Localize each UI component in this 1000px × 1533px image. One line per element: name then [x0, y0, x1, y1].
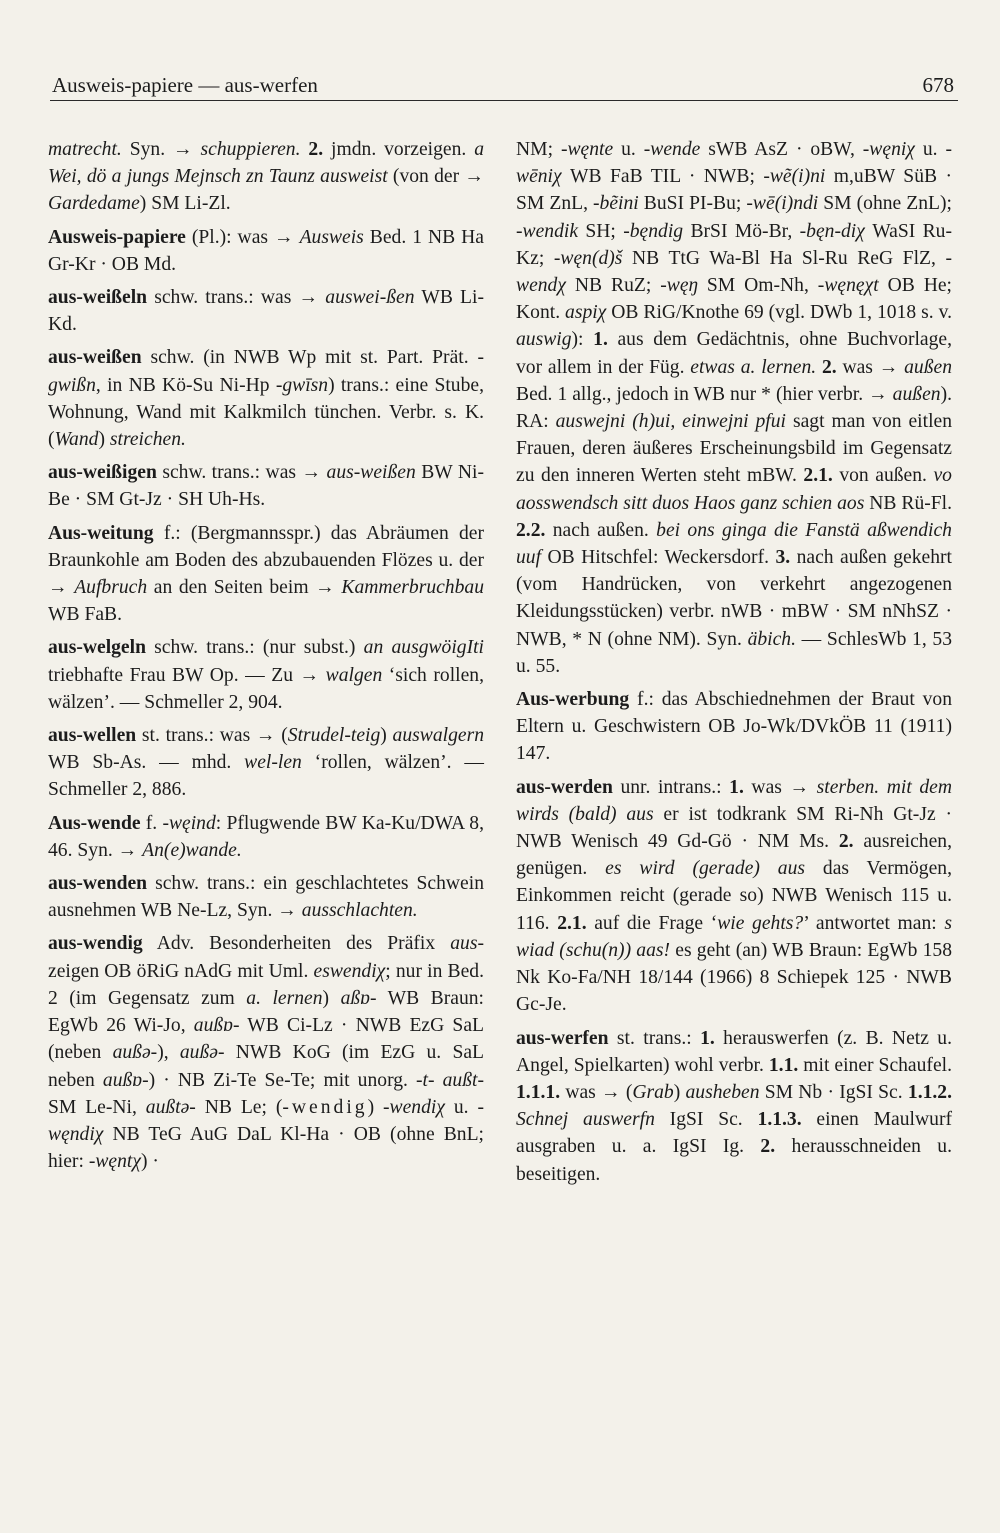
dictionary-entry: [48, 520, 484, 629]
dictionary-entry: [48, 870, 484, 924]
entry-body: st. trans.: was → (Strudel-teig) auswalgern WB Sb-As. — mhd. wel-len ‘rollen, wälzen’. — Schmeller 2, 886.: [48, 725, 484, 801]
dictionary-entry: [48, 136, 484, 218]
dictionary-entry: [516, 1025, 952, 1188]
running-head: [50, 70, 958, 101]
dictionary-entry: [48, 459, 484, 513]
dictionary-entry: [48, 344, 484, 453]
dictionary-entry: [48, 930, 484, 1175]
entry-lemma: aus-wendig: [48, 933, 143, 955]
dictionary-entry: [48, 224, 484, 278]
entry-lemma: aus-werfen: [516, 1027, 609, 1049]
entry-body: unr. intrans.: 1. was → sterben. mit dem wirds (bald) aus er ist todkrank SM Ri-Nh Gt-Jz · NWB Wenisch 49 Gd-Gö · NM Ms. 2. ausreichen, genügen. es wird (gerade) aus das Vermögen, Einkommen reicht (gerade so) NWB Wenisch 115 u. 116. 2.1. auf die Frage ‘wie gehts?’ antwortet man: s wiad (schu(n)) aas! es geht (an) WB Braun: EgWb 158 Nk Ko-Fa/NH 18/144 (1966) 8 Schiepek 125 · NWB Gc-Je.: [516, 776, 953, 1016]
entry-body: f.: das Abschiednehmen der Braut von Eltern u. Geschwistern OB Jo-Wk/DVkÖB 11 (1911) 147.: [516, 689, 952, 765]
entry-body: matrecht. Syn. → schuppieren. 2. jmdn. vorzeigen. a Wei, dö a jungs Mejnsch zn Taunz ausweist (von der → Gardedame) SM Li-Zl.: [48, 139, 484, 215]
dictionary-entry: [48, 810, 484, 864]
right-column: [516, 136, 952, 1194]
entry-body: NM; -węnte u. -wende sWB AsZ · oBW, -węniχ u. -wēniχ WB FaB TIL · NWB; -wẽ(i)ni m,uBW SüB · SM ZnL, -bẽini BuSI PI-Bu; -wē(i)ndi SM (ohne ZnL); -wendik SH; -bęndig BrSI Mö-Br, -bęn-diχ WaSI Ru-Kz; -węn(d)š NB TtG Wa-Bl Ha Sl-Ru ReG FlZ, -wendχ NB RuZ; -węŋ SM Om-Nh, -węnęχt OB He; Kont. aspiχ OB RiG/Knothe 69 (vgl. DWb 1, 1018 s. v. auswig): 1. aus dem Gedächtnis, ohne Buchvorlage, vor allem in der Füg. etwas a. lernen. 2. was → außen Bed. 1 allg., jedoch in WB nur * (hier verbr. → außen). RA: auswejni (h)ui, einwejni pfui sagt man von eitlen Frauen, deren äußeres Erscheinungsbild im Gegensatz zu den inneren Werten steht mBW. 2.1. von außen. vo aosswendsch sitt duos Haos ganz schien aos NB Rü-Fl. 2.2. nach außen. bei ons ginga die Fanstä aßwendich uuf OB Hitschfel: Weckersdorf. 3. nach außen gekehrt (vom Handrücken, von verkehrt angezogenen Kleidungsstücken) verbr. nWB · mBW · SM nNhSZ · NWB, * N (ohne NM). Syn. äbich. — SchlesWb 1, 53 u. 55.: [516, 139, 953, 677]
entry-lemma: aus-werden: [516, 776, 613, 798]
entry-lemma: aus-wellen: [48, 725, 137, 747]
page-number: 678: [922, 73, 954, 97]
entry-lemma: Aus-werbung: [516, 689, 630, 711]
entry-body: schw. trans.: was → auswei-ßen WB Li-Kd.: [48, 287, 484, 336]
entry-body: (Pl.): was → Ausweis Bed. 1 NB Ha Gr-Kr · OB Md.: [48, 226, 484, 275]
entry-body: f.: (Bergmannsspr.) das Abräumen der Braunkohle am Boden des abzubauenden Flözes u. der → Aufbruch an den Seiten beim → Kammerbruchbau WB FaB.: [48, 522, 484, 626]
dictionary-entry: [48, 634, 484, 716]
entry-lemma: Aus-weitung: [48, 522, 154, 544]
dictionary-entry: [516, 686, 952, 768]
entry-lemma: aus-welgeln: [48, 637, 146, 659]
entry-body: schw. trans.: was → aus-weißen BW Ni-Be · SM Gt-Jz · SH Uh-Hs.: [48, 462, 484, 511]
dictionary-entry: [48, 284, 484, 338]
entry-lemma: Aus-wende: [48, 812, 141, 834]
entry-body: schw. trans.: (nur subst.) an ausgwöigIti triebhafte Frau BW Op. — Zu → walgen ‘sich rollen, wälzen’. — Schmeller 2, 904.: [48, 637, 485, 713]
entry-lemma: aus-weißeln: [48, 287, 148, 309]
entry-body: schw. trans.: ein geschlachtetes Schwein ausnehmen WB Ne-Lz, Syn. → ausschlachten.: [48, 873, 484, 922]
entry-lemma: aus-wenden: [48, 873, 148, 895]
entry-body: schw. (in NWB Wp mit st. Part. Prät. -gwißn, in NB Kö-Su Ni-Hp -gwīsn) trans.: eine Stube, Wohnung, Wand mit Kalkmilch tünchen. Verbr. s. K. (Wand) streichen.: [48, 347, 484, 451]
entry-lemma: Ausweis-papiere: [48, 226, 186, 248]
dictionary-entry: [516, 136, 952, 680]
entry-lemma: aus-weißen: [48, 347, 142, 369]
dictionary-entry: [516, 774, 952, 1019]
running-head-title: Ausweis-papiere — aus-werfen: [52, 73, 318, 97]
dictionary-entry: [48, 722, 484, 804]
entry-lemma: aus-weißigen: [48, 462, 157, 484]
left-column: [48, 136, 484, 1181]
entry-body: f. -węind: Pflugwende BW Ka-Ku/DWA 8, 46. Syn. → An(e)wande.: [48, 812, 484, 861]
entry-body: Adv. Besonderheiten des Präfix aus- zeigen OB öRiG nAdG mit Uml. eswendiχ; nur in Bed. 2 (im Gegensatz zum a. lernen) aßɒ- WB Braun: EgWb 26 Wi-Jo, außɒ- WB Ci-Lz · NWB EzG SaL (neben außə-), außə- NWB KoG (im EzG u. SaL neben außɒ-) · NB Zi-Te Se-Te; mit unorg. -t- außt- SM Le-Ni, außtə- NB Le; (-wendig) -wendiχ u. -węndiχ NB TeG AuG DaL Kl-Ha · OB (ohne BnL; hier: -węntχ) ·: [48, 933, 485, 1173]
entry-body: st. trans.: 1. herauswerfen (z. B. Netz u. Angel, Spielkarten) wohl verbr. 1.1. mit einer Schaufel. 1.1.1. was → (Grab) ausheben SM Nb · IgSI Sc. 1.1.2. Schnej auswerfn IgSI Sc. 1.1.3. einen Maulwurf ausgraben u. a. IgSI Ig. 2. herausschneiden u. beseitigen.: [516, 1027, 953, 1185]
